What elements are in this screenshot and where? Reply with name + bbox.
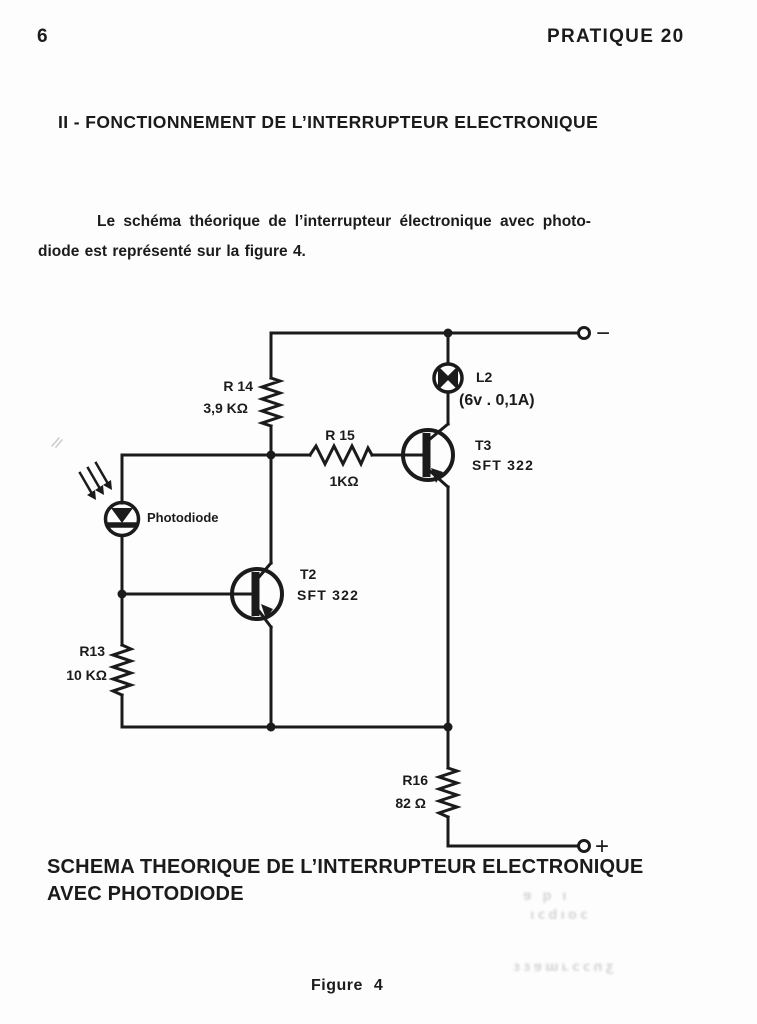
r16-resistor: [439, 768, 457, 817]
t2-base-bar: [252, 572, 260, 616]
light-ray-1: [80, 473, 91, 492]
lamp-label: L2: [476, 369, 493, 385]
figure-caption-line-1: SCHEMA THEORIQUE DE L’INTERRUPTEUR ELECTRONIQUE: [47, 856, 644, 878]
bleed-through-artifact: ɔoıbɔı: [527, 908, 588, 923]
scan-speck-artifact: [52, 438, 62, 447]
positive-terminal-circle: [579, 841, 590, 852]
r13-label: R13: [79, 643, 105, 659]
junction-dot: [444, 723, 453, 732]
negative-terminal-circle: [579, 328, 590, 339]
r16-value: 82 Ω: [395, 795, 426, 811]
r14-label: R 14: [223, 378, 253, 394]
photodiode-label: Photodiode: [147, 510, 219, 525]
light-ray-2: [88, 468, 99, 487]
junction-dot: [118, 590, 127, 599]
junction-dot: [267, 723, 276, 732]
t2-collector: [259, 455, 271, 577]
figure-label: Figure 4: [311, 977, 384, 994]
r15-label: R 15: [325, 427, 355, 443]
light-ray-arrows: [80, 463, 112, 500]
bleed-through-artifact: ı q ɐ: [520, 889, 567, 904]
section-heading: II - FONCTIONNEMENT DE L’INTERRUPTEUR ELECTRONIQUE: [58, 112, 599, 132]
r13-resistor: [113, 645, 131, 695]
junction-dot: [444, 329, 453, 338]
r15-resistor: [310, 446, 372, 464]
positive-terminal-sign: +: [595, 833, 610, 860]
r14-resistor: [262, 378, 280, 426]
t2-type: SFT 322: [297, 587, 360, 603]
page-number: 6: [37, 26, 49, 47]
junction-dot: [267, 451, 276, 460]
journal-title: PRATIQUE 20: [547, 26, 685, 47]
t3-label: T3: [475, 437, 492, 453]
t3-type: SFT 322: [472, 457, 535, 473]
r16-lead-wires: [448, 727, 578, 846]
t2-emitter: [259, 611, 271, 727]
light-ray-3: [96, 463, 107, 482]
negative-terminal-sign: −: [596, 320, 611, 347]
t2-label: T2: [300, 566, 317, 582]
body-paragraph-line-2: diode est représenté sur la figure 4.: [38, 243, 306, 260]
t3-emitter: [430, 471, 448, 727]
junction-dots: [118, 329, 453, 732]
bleed-through-artifact: ʒnɔɔɹɯɐɛɛ: [510, 960, 614, 975]
r13-value: 10 KΩ: [66, 667, 107, 683]
r14-value: 3,9 KΩ: [203, 400, 248, 416]
r16-label: R16: [402, 772, 428, 788]
body-paragraph-line-1: Le schéma théorique de l’interrupteur électronique avec photo-: [97, 213, 591, 230]
figure-caption-line-2: AVEC PHOTODIODE: [47, 883, 244, 905]
photodiode-anode-triangle: [111, 508, 133, 523]
lamp-rating: (6v . 0,1A): [459, 392, 535, 409]
r15-value: 1KΩ: [329, 473, 359, 489]
